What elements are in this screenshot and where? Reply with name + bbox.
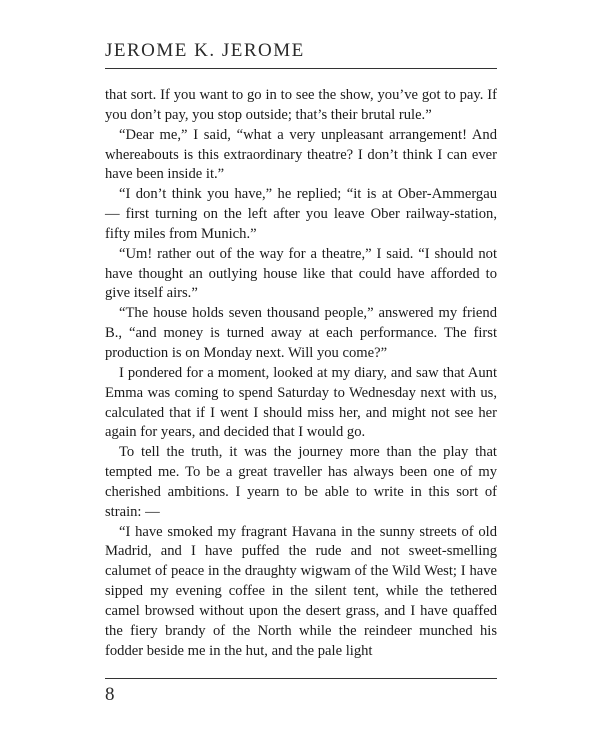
paragraph: I pondered for a moment, looked at my diary, and saw that Aunt Emma was coming to spend Saturday to Wednesday next with us, calculated that if I went I should miss her, and might not see her again for years, and decided that I would go. xyxy=(105,364,497,441)
paragraph: To tell the truth, it was the journey more than the play that tempted me. To be a great traveller has always been one of my cherished ambitions. I yearn to be able to write in this sort of strain: — xyxy=(105,444,497,520)
paragraph: “The house holds seven thousand people,” answered my friend B., “and money is turned away at each performance. The first production is on Monday next. Will you come?” xyxy=(105,305,497,361)
header-rule xyxy=(105,68,497,69)
page-body xyxy=(105,86,497,661)
page-number: 8 xyxy=(105,684,115,705)
running-header-title: JEROME K. JEROME xyxy=(105,40,305,61)
paragraph: “I have smoked my fragrant Havana in the sunny streets of old Madrid, and I have puffed the rude and not sweet-smelling calumet of peace in the draughty wigwam of the Wild West; I have sipped my evening coffee in the silent tent, while the tethered camel browsed without upon the desert grass, and I have quaffed the fiery brandy of the North while the reindeer munched his fodder beside me in the hut, and the pale light xyxy=(105,523,497,659)
paragraph: “Um! rather out of the way for a theatre,” I said. “I should not have thought an outlying house like that could have afforded to give itself airs.” xyxy=(105,245,497,302)
paragraph: that sort. If you want to go in to see the show, you’ve got to pay. If you don’t pay, you stop outside; that’s their brutal rule.” xyxy=(105,87,497,123)
paragraph: “I don’t think you have,” he replied; “it is at Ober-Ammergau — first turning on the left after you leave Ober railway-station, fifty miles from Munich.” xyxy=(105,186,497,242)
paragraph: “Dear me,” I said, “what a very unpleasant arrangement! And whereabouts is this extraordinary theatre? I don’t think I can ever have been inside it.” xyxy=(105,126,497,183)
footer-rule xyxy=(105,678,497,679)
